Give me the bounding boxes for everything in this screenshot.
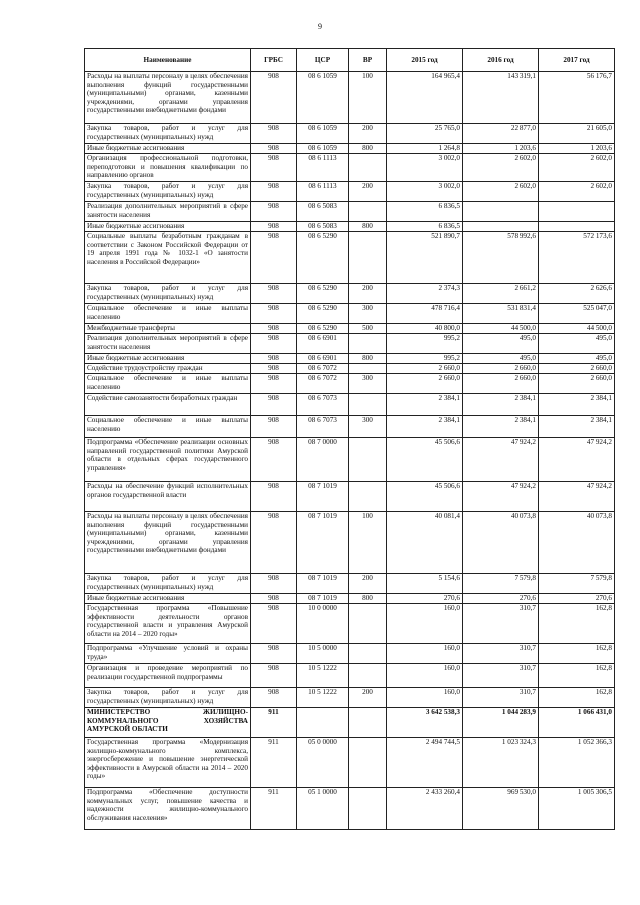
cell-2015: 160,0	[387, 664, 463, 688]
cell-2017: 572 173,6	[539, 232, 615, 284]
cell-csr: 10 5 0000	[297, 644, 349, 664]
cell-2016: 310,7	[463, 604, 539, 644]
cell-name: Расходы на выплаты персоналу в целях обеспечения выполнения функций государственными (муниципальными) органами, казенными учреждениями, органами управления государственными внебюджетными фондами	[85, 72, 251, 124]
cell-vr	[349, 438, 387, 482]
cell-grbs: 911	[251, 788, 297, 830]
cell-vr	[349, 482, 387, 512]
cell-name: Подпрограмма «Улучшение условий и охраны труда»	[85, 644, 251, 664]
cell-2017: 162,8	[539, 644, 615, 664]
cell-2015: 2 660,0	[387, 374, 463, 394]
cell-2015: 3 642 538,3	[387, 708, 463, 738]
cell-2017: 2 384,1	[539, 416, 615, 438]
cell-2017: 44 500,0	[539, 324, 615, 334]
cell-2016: 2 660,0	[463, 374, 539, 394]
cell-2015: 45 506,6	[387, 482, 463, 512]
cell-grbs: 908	[251, 438, 297, 482]
cell-grbs: 908	[251, 394, 297, 416]
cell-grbs: 908	[251, 594, 297, 604]
cell-csr: 05 1 0000	[297, 788, 349, 830]
cell-grbs: 908	[251, 644, 297, 664]
cell-2017: 2 602,0	[539, 182, 615, 202]
cell-csr: 08 7 0000	[297, 438, 349, 482]
cell-grbs: 908	[251, 604, 297, 644]
cell-csr: 08 6 5083	[297, 222, 349, 232]
cell-name: Социальное обеспечение и иные выплаты населению	[85, 304, 251, 324]
cell-2016: 1 203,6	[463, 144, 539, 154]
cell-vr: 300	[349, 416, 387, 438]
cell-2015: 3 002,0	[387, 182, 463, 202]
cell-name: Межбюджетные трансферты	[85, 324, 251, 334]
cell-2017: 162,8	[539, 688, 615, 708]
cell-2015: 2 374,3	[387, 284, 463, 304]
cell-grbs: 908	[251, 334, 297, 354]
table-row	[85, 154, 615, 182]
cell-grbs: 908	[251, 72, 297, 124]
cell-2016: 1 023 324,3	[463, 738, 539, 788]
table-row	[85, 354, 615, 364]
cell-vr: 800	[349, 222, 387, 232]
cell-grbs: 908	[251, 364, 297, 374]
cell-2015: 25 765,0	[387, 124, 463, 144]
cell-csr: 08 6 5290	[297, 324, 349, 334]
cell-csr: 08 6 7073	[297, 416, 349, 438]
cell-grbs: 908	[251, 374, 297, 394]
cell-csr: 08 7 1019	[297, 574, 349, 594]
cell-2016: 495,0	[463, 334, 539, 354]
header-2015: 2015 год	[387, 49, 463, 72]
cell-csr: 08 6 5290	[297, 304, 349, 324]
cell-vr: 800	[349, 354, 387, 364]
cell-grbs: 908	[251, 202, 297, 222]
cell-2017: 495,0	[539, 354, 615, 364]
table-row	[85, 304, 615, 324]
cell-grbs: 908	[251, 574, 297, 594]
cell-name: Закупка товаров, работ и услуг для государственных (муниципальных) нужд	[85, 284, 251, 304]
cell-2016: 47 924,2	[463, 482, 539, 512]
cell-vr	[349, 154, 387, 182]
cell-2017: 21 605,0	[539, 124, 615, 144]
cell-csr: 10 0 0000	[297, 604, 349, 644]
cell-2015: 2 384,1	[387, 394, 463, 416]
table-row	[85, 324, 615, 334]
cell-vr: 200	[349, 182, 387, 202]
cell-name: Государственная программа «Модернизация жилищно-коммунального комплекса, энергосбережение и повышение энергетической эффективности в Амурской области на 2014 – 2020 годы»	[85, 738, 251, 788]
cell-name: Содействие трудоустройству граждан	[85, 364, 251, 374]
cell-vr	[349, 364, 387, 374]
cell-2017: 47 924,2	[539, 482, 615, 512]
cell-2015: 40 081,4	[387, 512, 463, 574]
cell-csr: 08 6 7072	[297, 364, 349, 374]
cell-2017: 1 203,6	[539, 144, 615, 154]
cell-grbs: 908	[251, 688, 297, 708]
cell-grbs: 908	[251, 482, 297, 512]
cell-csr	[297, 708, 349, 738]
cell-2016: 270,6	[463, 594, 539, 604]
cell-name: Закупка товаров, работ и услуг для государственных (муниципальных) нужд	[85, 182, 251, 202]
cell-2015: 2 494 744,5	[387, 738, 463, 788]
cell-csr: 08 6 5290	[297, 232, 349, 284]
cell-csr: 08 6 1113	[297, 154, 349, 182]
cell-vr: 200	[349, 574, 387, 594]
cell-vr: 100	[349, 512, 387, 574]
cell-2016: 310,7	[463, 688, 539, 708]
cell-2017: 47 924,2	[539, 438, 615, 482]
header-vr: ВР	[349, 49, 387, 72]
table-body	[85, 72, 615, 830]
cell-grbs: 908	[251, 512, 297, 574]
table-header-row	[85, 49, 615, 72]
cell-name: Расходы на выплаты персоналу в целях обеспечения выполнения функций государственными (муниципальными) органами, казенными учреждениями, органами управления государственными внебюджетными фондами	[85, 512, 251, 574]
cell-2017: 2 384,1	[539, 394, 615, 416]
table-row	[85, 394, 615, 416]
cell-2015: 995,2	[387, 354, 463, 364]
table-row	[85, 334, 615, 354]
header-2017: 2017 год	[539, 49, 615, 72]
table-row	[85, 284, 615, 304]
cell-name: Подпрограмма «Обеспечение доступности коммунальных услуг, повышение качества и надежности жилищно-коммунального обслуживания населения»	[85, 788, 251, 830]
cell-vr: 300	[349, 374, 387, 394]
cell-csr: 08 6 1059	[297, 124, 349, 144]
cell-2015: 478 716,4	[387, 304, 463, 324]
cell-2017	[539, 202, 615, 222]
table-row	[85, 416, 615, 438]
cell-grbs: 908	[251, 222, 297, 232]
cell-vr: 300	[349, 304, 387, 324]
cell-vr	[349, 202, 387, 222]
cell-csr: 10 5 1222	[297, 688, 349, 708]
cell-grbs: 908	[251, 416, 297, 438]
cell-vr	[349, 738, 387, 788]
cell-2015: 3 002,0	[387, 154, 463, 182]
table-row	[85, 604, 615, 644]
cell-grbs: 908	[251, 324, 297, 334]
cell-vr: 800	[349, 144, 387, 154]
cell-2016: 44 500,0	[463, 324, 539, 334]
cell-vr	[349, 232, 387, 284]
cell-grbs: 908	[251, 124, 297, 144]
cell-name: Реализация дополнительных мероприятий в сфере занятости населения	[85, 334, 251, 354]
cell-name: Иные бюджетные ассигнования	[85, 144, 251, 154]
cell-vr	[349, 788, 387, 830]
cell-2017: 1 005 306,5	[539, 788, 615, 830]
cell-vr	[349, 708, 387, 738]
cell-2017: 1 052 366,3	[539, 738, 615, 788]
cell-2017: 2 602,0	[539, 154, 615, 182]
cell-2015: 160,0	[387, 644, 463, 664]
cell-name: Государственная программа «Повышение эффективности деятельности органов государственной власти и управления Амурской области на 2014 – 2020 годы»	[85, 604, 251, 644]
cell-csr: 08 6 6901	[297, 354, 349, 364]
cell-csr: 08 6 5083	[297, 202, 349, 222]
cell-csr: 05 0 0000	[297, 738, 349, 788]
cell-name: МИНИСТЕРСТВО ЖИЛИЩНО-КОММУНАЛЬНОГО ХОЗЯЙСТВА АМУРСКОЙ ОБЛАСТИ	[85, 708, 251, 738]
cell-csr: 08 6 7072	[297, 374, 349, 394]
cell-name: Иные бюджетные ассигнования	[85, 594, 251, 604]
cell-2015: 160,0	[387, 688, 463, 708]
cell-2016: 2 384,1	[463, 394, 539, 416]
table-row	[85, 182, 615, 202]
cell-name: Закупка товаров, работ и услуг для государственных (муниципальных) нужд	[85, 574, 251, 594]
cell-grbs: 908	[251, 232, 297, 284]
table-row	[85, 574, 615, 594]
table-row	[85, 72, 615, 124]
cell-name: Реализация дополнительных мероприятий в сфере занятости населения	[85, 202, 251, 222]
cell-2016: 969 530,0	[463, 788, 539, 830]
cell-2016: 40 073,8	[463, 512, 539, 574]
header-csr: ЦСР	[297, 49, 349, 72]
cell-2016: 495,0	[463, 354, 539, 364]
cell-grbs: 908	[251, 154, 297, 182]
cell-grbs: 908	[251, 664, 297, 688]
cell-2015: 1 264,8	[387, 144, 463, 154]
cell-2015: 6 836,5	[387, 222, 463, 232]
cell-vr	[349, 664, 387, 688]
cell-csr: 08 6 5290	[297, 284, 349, 304]
table-row	[85, 222, 615, 232]
cell-2015: 40 800,0	[387, 324, 463, 334]
cell-vr: 200	[349, 124, 387, 144]
cell-2017: 40 073,8	[539, 512, 615, 574]
table-row	[85, 374, 615, 394]
cell-2015: 164 965,4	[387, 72, 463, 124]
cell-2016: 47 924,2	[463, 438, 539, 482]
cell-name: Социальное обеспечение и иные выплаты населению	[85, 416, 251, 438]
cell-2017: 2 660,0	[539, 374, 615, 394]
cell-2016: 1 044 283,9	[463, 708, 539, 738]
cell-2017: 525 047,0	[539, 304, 615, 324]
cell-csr: 08 7 1019	[297, 482, 349, 512]
cell-csr: 08 6 1113	[297, 182, 349, 202]
cell-2017: 7 579,8	[539, 574, 615, 594]
table-row	[85, 364, 615, 374]
cell-csr: 08 7 1019	[297, 512, 349, 574]
cell-vr: 200	[349, 688, 387, 708]
cell-2015: 270,6	[387, 594, 463, 604]
cell-name: Иные бюджетные ассигнования	[85, 354, 251, 364]
table-row	[85, 664, 615, 688]
cell-name: Социальные выплаты безработным гражданам в соответствии с Законом Российской Федерации от 19 апреля 1991 года № 1032-1 «О занятости населения в Российской Федерации»	[85, 232, 251, 284]
cell-2015: 45 506,6	[387, 438, 463, 482]
cell-grbs: 911	[251, 738, 297, 788]
cell-grbs: 908	[251, 304, 297, 324]
cell-vr: 100	[349, 72, 387, 124]
budget-table	[84, 48, 615, 830]
table-row	[85, 738, 615, 788]
cell-csr: 08 7 1019	[297, 594, 349, 604]
cell-name: Закупка товаров, работ и услуг для государственных (муниципальных) нужд	[85, 688, 251, 708]
cell-2017: 56 176,7	[539, 72, 615, 124]
cell-2017: 2 660,0	[539, 364, 615, 374]
cell-vr: 800	[349, 594, 387, 604]
cell-2017: 2 626,6	[539, 284, 615, 304]
cell-vr	[349, 604, 387, 644]
cell-name: Организация профессиональной подготовки, переподготовки и повышения квалификации по направлению органов	[85, 154, 251, 182]
cell-grbs: 908	[251, 284, 297, 304]
cell-name: Расходы на обеспечение функций исполнительных органов государственной власти	[85, 482, 251, 512]
cell-2016: 310,7	[463, 664, 539, 688]
cell-name: Закупка товаров, работ и услуг для государственных (муниципальных) нужд	[85, 124, 251, 144]
table-row	[85, 594, 615, 604]
cell-name: Иные бюджетные ассигнования	[85, 222, 251, 232]
cell-csr: 08 6 7073	[297, 394, 349, 416]
cell-name: Содействие самозанятости безработных граждан	[85, 394, 251, 416]
cell-2017: 1 066 431,0	[539, 708, 615, 738]
table-row	[85, 144, 615, 154]
cell-2016: 2 661,2	[463, 284, 539, 304]
cell-2016: 7 579,8	[463, 574, 539, 594]
table-row	[85, 438, 615, 482]
cell-vr	[349, 334, 387, 354]
table-row	[85, 708, 615, 738]
header-2016: 2016 год	[463, 49, 539, 72]
cell-2016: 2 602,0	[463, 182, 539, 202]
cell-2015: 2 433 260,4	[387, 788, 463, 830]
cell-2016: 310,7	[463, 644, 539, 664]
cell-grbs: 911	[251, 708, 297, 738]
cell-2017: 162,8	[539, 664, 615, 688]
cell-2015: 5 154,6	[387, 574, 463, 594]
cell-2016: 578 992,6	[463, 232, 539, 284]
cell-name: Социальное обеспечение и иные выплаты населению	[85, 374, 251, 394]
table-row	[85, 482, 615, 512]
cell-vr: 500	[349, 324, 387, 334]
cell-2015: 2 660,0	[387, 364, 463, 374]
cell-grbs: 908	[251, 144, 297, 154]
cell-2017: 270,6	[539, 594, 615, 604]
cell-2016: 22 877,0	[463, 124, 539, 144]
table-row	[85, 512, 615, 574]
table-row	[85, 124, 615, 144]
cell-2016: 143 319,1	[463, 72, 539, 124]
cell-2017	[539, 222, 615, 232]
cell-2016	[463, 202, 539, 222]
table-row	[85, 644, 615, 664]
header-name: Наименование	[85, 49, 251, 72]
table-row	[85, 232, 615, 284]
cell-csr: 08 6 1059	[297, 72, 349, 124]
cell-2015: 995,2	[387, 334, 463, 354]
header-grbs: ГРБС	[251, 49, 297, 72]
cell-vr	[349, 394, 387, 416]
cell-2015: 2 384,1	[387, 416, 463, 438]
cell-2016	[463, 222, 539, 232]
page-number: 9	[318, 22, 322, 31]
cell-2016: 2 660,0	[463, 364, 539, 374]
cell-vr	[349, 644, 387, 664]
cell-2015: 160,0	[387, 604, 463, 644]
table-row	[85, 688, 615, 708]
cell-2016: 2 384,1	[463, 416, 539, 438]
cell-2015: 521 890,7	[387, 232, 463, 284]
cell-2016: 2 602,0	[463, 154, 539, 182]
cell-vr: 200	[349, 284, 387, 304]
cell-csr: 08 6 6901	[297, 334, 349, 354]
cell-name: Организация и проведение мероприятий по реализации государственной подпрограммы	[85, 664, 251, 688]
cell-2017: 162,8	[539, 604, 615, 644]
cell-name: Подпрограмма «Обеспечение реализации основных направлений государственной политики Амурской области в отдельных сферах государственного управления»	[85, 438, 251, 482]
cell-csr: 08 6 1059	[297, 144, 349, 154]
table-row	[85, 202, 615, 222]
cell-2015: 6 836,5	[387, 202, 463, 222]
cell-2016: 531 831,4	[463, 304, 539, 324]
cell-csr: 10 5 1222	[297, 664, 349, 688]
table-row	[85, 788, 615, 830]
cell-grbs: 908	[251, 354, 297, 364]
cell-grbs: 908	[251, 182, 297, 202]
cell-2017: 495,0	[539, 334, 615, 354]
